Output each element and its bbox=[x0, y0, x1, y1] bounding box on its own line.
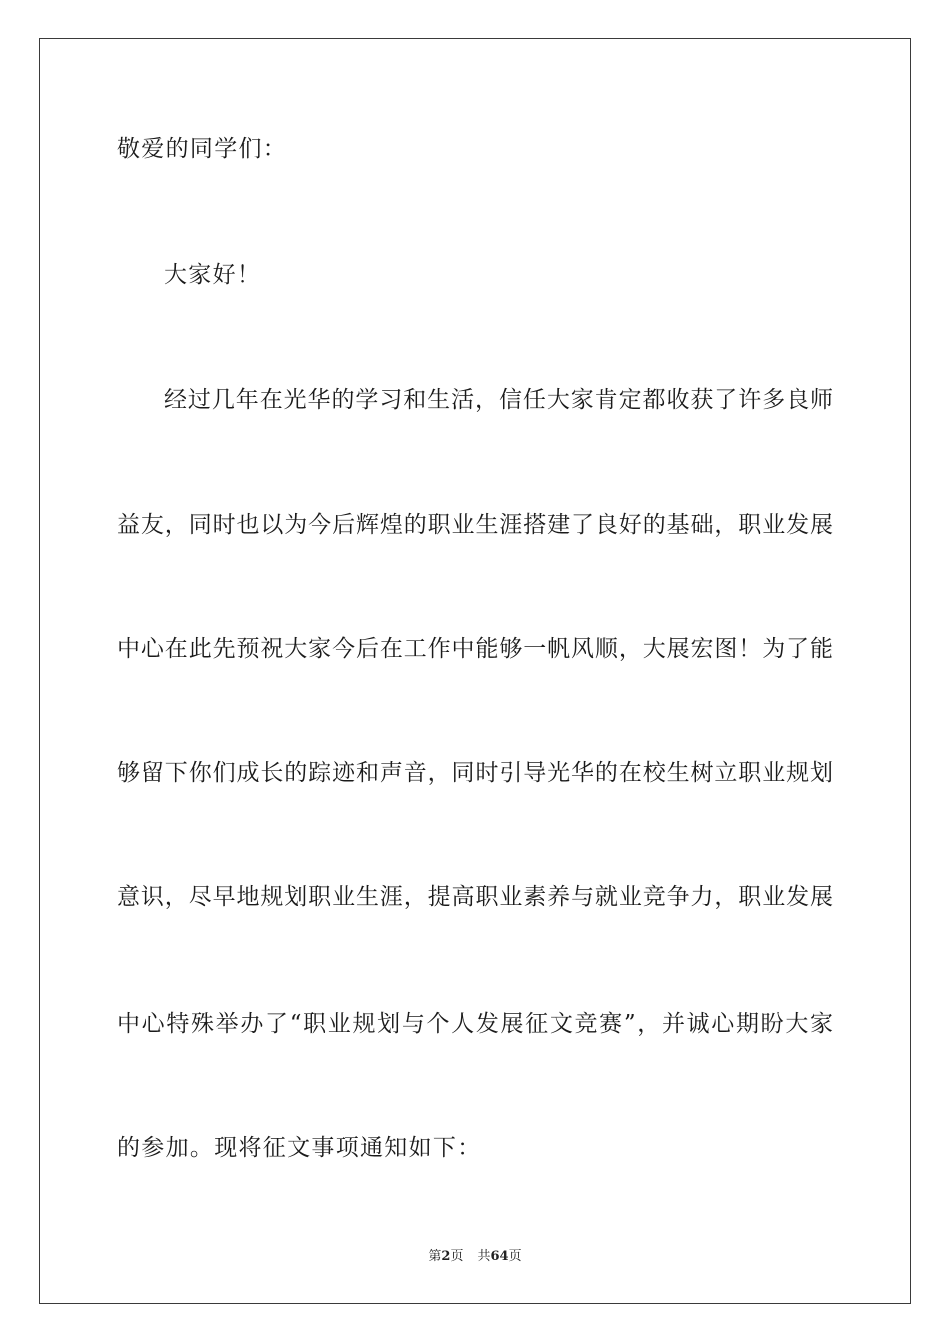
paragraph-line: 意识，尽早地规划职业生涯，提高职业素养与就业竞争力，职业发展 bbox=[117, 884, 833, 910]
salutation: 敬爱的同学们： bbox=[117, 136, 288, 162]
page-footer bbox=[0, 1248, 950, 1266]
page-number: 2 bbox=[441, 1249, 451, 1264]
paragraph-line: 中心在此先预祝大家今后在工作中能够一帆风顺，大展宏图！为了能 bbox=[117, 636, 833, 662]
page-suffix: 页 bbox=[450, 1249, 464, 1264]
total-suffix: 页 bbox=[508, 1249, 522, 1264]
total-pages: 64 bbox=[490, 1249, 509, 1264]
page-border bbox=[39, 38, 911, 1304]
paragraph-line: 够留下你们成长的踪迹和声音，同时引导光华的在校生树立职业规划 bbox=[117, 760, 833, 786]
total-prefix: 共 bbox=[477, 1249, 491, 1264]
paragraph-line: 中心特殊举办了“职业规划与个人发展征文竞赛”，并诚心期盼大家 bbox=[117, 1011, 833, 1037]
page-prefix: 第 bbox=[428, 1249, 442, 1264]
greeting: 大家好！ bbox=[164, 262, 262, 288]
paragraph-line: 经过几年在光华的学习和生活，信任大家肯定都收获了许多良师 bbox=[164, 387, 833, 413]
paragraph-line: 益友，同时也以为今后辉煌的职业生涯搭建了良好的基础，职业发展 bbox=[117, 512, 833, 538]
paragraph-line: 的参加。现将征文事项通知如下： bbox=[117, 1135, 482, 1161]
